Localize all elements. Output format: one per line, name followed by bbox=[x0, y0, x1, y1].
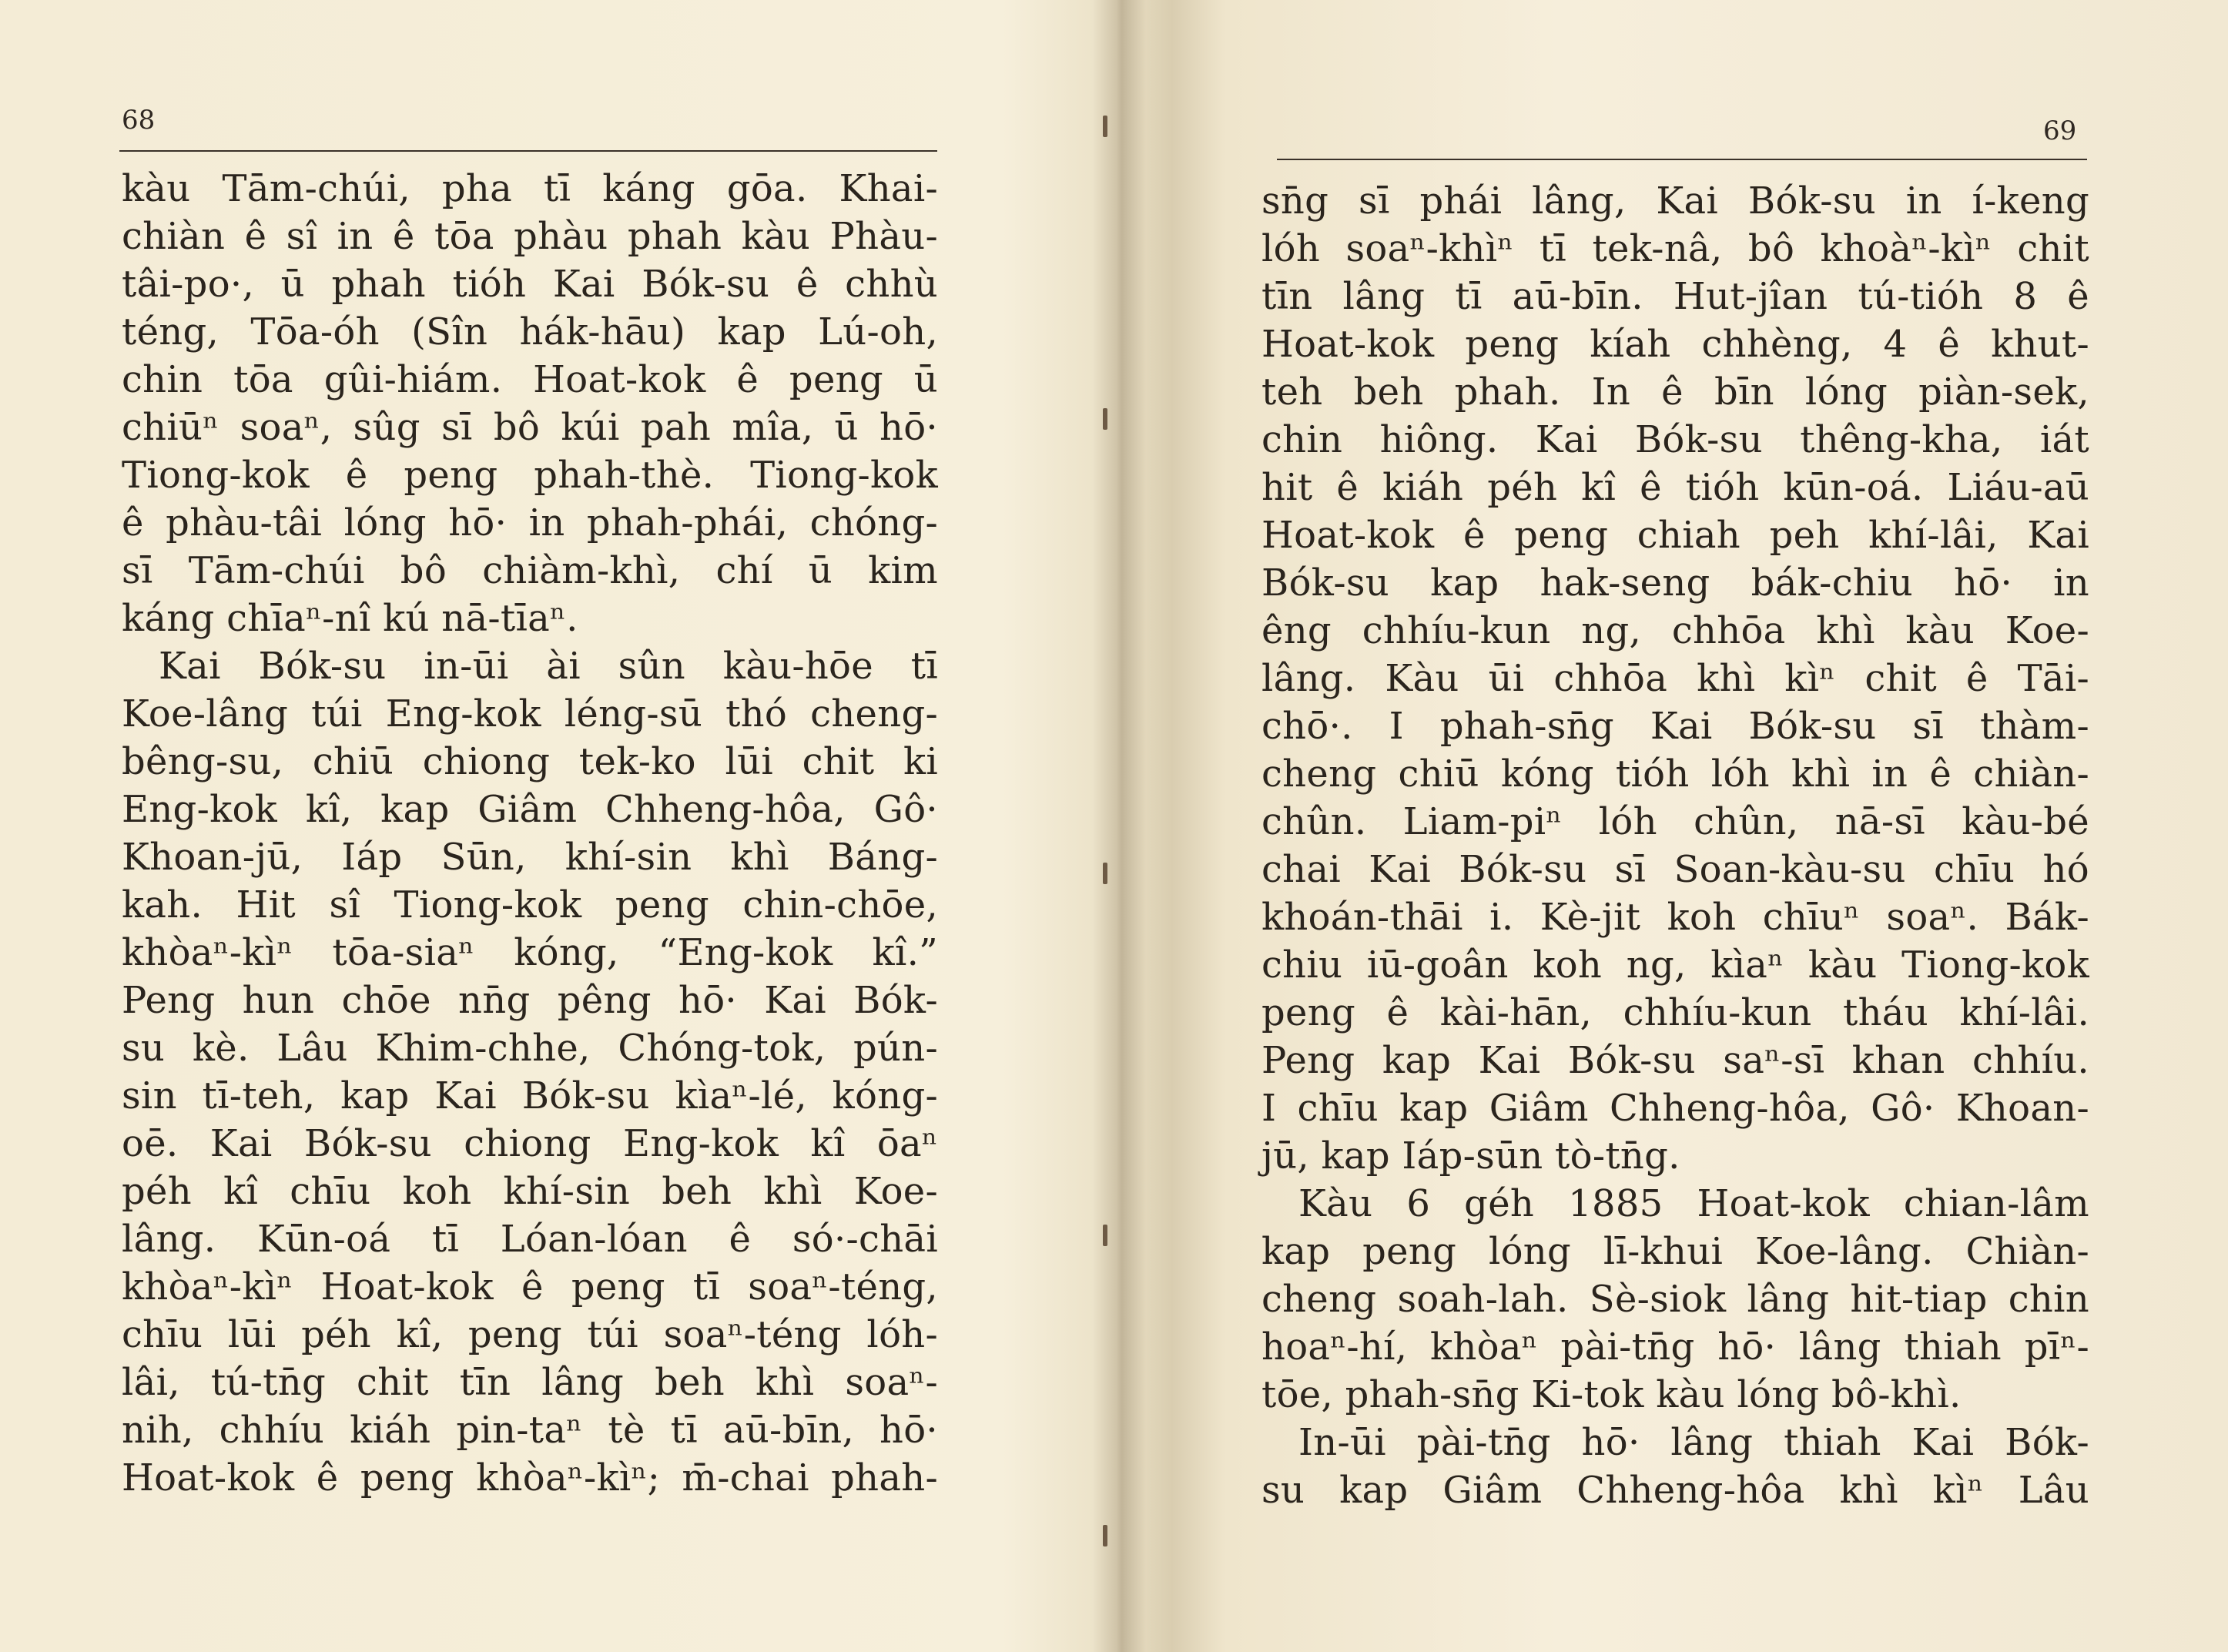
text-line: téng, Tōa-óh (Sîn hák-hāu) kap Lú-oh, bbox=[122, 310, 938, 354]
text-line: oē. Kai Bók-su chiong Eng-kok kî ōaⁿ bbox=[122, 1122, 938, 1165]
text-line: chō·. I phah-sn̄g Kai Bók-su sī thàm- bbox=[1261, 705, 2089, 748]
text-line: lâi, tú-tn̄g chit tīn lâng beh khì soaⁿ- bbox=[122, 1361, 938, 1404]
text-line: péh kî chīu koh khí-sin beh khì Koe- bbox=[122, 1170, 938, 1213]
text-line: êng chhíu-kun ng, chhōa khì kàu Koe- bbox=[1261, 609, 2089, 652]
text-line: chiàn ê sî in ê tōa phàu phah kàu Phàu- bbox=[122, 215, 938, 258]
text-line: Tiong-kok ê peng phah-thè. Tiong-kok bbox=[122, 454, 938, 497]
text-line: chiu iū-goân koh ng, kìaⁿ kàu Tiong-kok bbox=[1261, 943, 2089, 987]
text-line: lâng. Kūn-oá tī Lóan-lóan ê só·-chāi bbox=[122, 1218, 938, 1261]
text-line: I chīu kap Giâm Chheng-hôa, Gô· Khoan- bbox=[1261, 1087, 2089, 1130]
text-line: ê phàu-tâi lóng hō· in phah-phái, chóng- bbox=[122, 501, 938, 545]
text-line: chiūⁿ soaⁿ, sûg sī bô kúi pah mîa, ū hō· bbox=[122, 406, 938, 449]
text-line: su kap Giâm Chheng-hôa khì kìⁿ Lâu bbox=[1261, 1469, 2089, 1512]
text-line: kah. Hit sî Tiong-kok peng chin-chōe, bbox=[122, 883, 938, 927]
text-line: chûn. Liam-piⁿ lóh chûn, nā-sī kàu-bé bbox=[1261, 800, 2089, 843]
right-page bbox=[1146, 0, 2228, 1652]
text-line: tâi-po·, ū phah tióh Kai Bók-su ê chhù bbox=[122, 263, 938, 306]
text-line: Eng-kok kî, kap Giâm Chheng-hôa, Gô· bbox=[122, 788, 938, 831]
text-line: Kai Bók-su in-ūi ài sûn kàu-hōe tī bbox=[159, 645, 938, 688]
page-number: 69 bbox=[2043, 116, 2077, 146]
text-line: Khoan-jū, Iáp Sūn, khí-sin khì Báng- bbox=[122, 836, 938, 879]
text-line: Peng kap Kai Bók-su saⁿ-sī khan chhíu. bbox=[1261, 1039, 2089, 1082]
text-line: káng chīaⁿ-nî kú nā-tīaⁿ. bbox=[122, 597, 578, 640]
text-line: khoán-thāi i. Kè-jit koh chīuⁿ soaⁿ. Bák- bbox=[1261, 896, 2089, 939]
page-text bbox=[1261, 177, 2089, 1514]
text-line: nih, chhíu kiáh pin-taⁿ tè tī aū-bīn, hō· bbox=[122, 1409, 938, 1452]
text-line: peng ê kài-hān, chhíu-kun tháu khí-lâi. bbox=[1261, 991, 2089, 1034]
text-line: Peng hun chōe nn̄g pêng hō· Kai Bók- bbox=[122, 979, 938, 1022]
text-line: sī Tām-chúi bô chiàm-khì, chí ū kim bbox=[122, 549, 938, 592]
text-line: lóh soaⁿ-khìⁿ tī tek-nâ, bô khoàⁿ-kìⁿ chit bbox=[1261, 227, 2089, 270]
text-line: khòaⁿ-kìⁿ Hoat-kok ê peng tī soaⁿ-téng, bbox=[122, 1265, 938, 1309]
text-line: Bók-su kap hak-seng bák-chiu hō· in bbox=[1261, 561, 2089, 605]
text-line: chin hiông. Kai Bók-su thêng-kha, iát bbox=[1261, 418, 2089, 461]
text-line: In-ūi pài-tn̄g hō· lâng thiah Kai Bók- bbox=[1298, 1421, 2089, 1464]
text-line: tīn lâng tī aū-bīn. Hut-jîan tú-tióh 8 ê bbox=[1261, 275, 2089, 318]
page-number: 68 bbox=[122, 105, 156, 136]
text-line: su kè. Lâu Khim-chhe, Chóng-tok, pún- bbox=[122, 1027, 938, 1070]
text-line: lâng. Kàu ūi chhōa khì kìⁿ chit ê Tāi- bbox=[1261, 657, 2089, 700]
text-line: jū, kap Iáp-sūn tò-tn̄g. bbox=[1261, 1134, 1680, 1178]
text-line: Hoat-kok ê peng khòaⁿ-kìⁿ; m̄-chai phah- bbox=[122, 1456, 938, 1500]
text-line: kap peng lóng lī-khui Koe-lâng. Chiàn- bbox=[1261, 1230, 2089, 1273]
text-line: cheng soah-lah. Sè-siok lâng hit-tiap chin bbox=[1261, 1278, 2089, 1321]
book-gutter bbox=[1092, 0, 1146, 1652]
text-line: Hoat-kok peng kíah chhèng, 4 ê khut- bbox=[1261, 323, 2089, 366]
left-page bbox=[0, 0, 1092, 1652]
text-line: teh beh phah. In ê bīn lóng piàn-sek, bbox=[1261, 370, 2089, 414]
page-text bbox=[122, 165, 938, 1502]
text-line: hit ê kiáh péh kî ê tióh kūn-oá. Liáu-aū bbox=[1261, 466, 2089, 509]
text-line: Koe-lâng túi Eng-kok léng-sū thó cheng- bbox=[122, 692, 938, 736]
text-line: sn̄g sī phái lâng, Kai Bók-su in í-keng bbox=[1261, 179, 2089, 223]
text-line: chīu lūi péh kî, peng túi soaⁿ-téng lóh- bbox=[122, 1313, 938, 1356]
text-line: chai Kai Bók-su sī Soan-kàu-su chīu hó bbox=[1261, 848, 2089, 891]
text-line: Kàu 6 géh 1885 Hoat-kok chian-lâm bbox=[1298, 1182, 2089, 1225]
binding-stitch bbox=[1103, 1225, 1107, 1246]
binding-stitch bbox=[1103, 408, 1107, 430]
text-line: khòaⁿ-kìⁿ tōa-siaⁿ kóng, “Eng-kok kî.” bbox=[122, 931, 938, 974]
text-line: kàu Tām-chúi, pha tī káng gōa. Khai- bbox=[122, 167, 938, 210]
text-line: chin tōa gûi-hiám. Hoat-kok ê peng ū bbox=[122, 358, 938, 401]
text-line: bêng-su, chiū chiong tek-ko lūi chit ki bbox=[122, 740, 938, 783]
text-line: hoaⁿ-hí, khòaⁿ pài-tn̄g hō· lâng thiah pīⁿ- bbox=[1261, 1325, 2089, 1369]
header-rule bbox=[119, 150, 937, 152]
text-line: sin tī-teh, kap Kai Bók-su kìaⁿ-lé, kóng- bbox=[122, 1074, 938, 1118]
binding-stitch bbox=[1103, 863, 1107, 884]
text-line: Hoat-kok ê peng chiah peh khí-lâi, Kai bbox=[1261, 514, 2089, 557]
binding-stitch bbox=[1103, 116, 1107, 137]
header-rule bbox=[1277, 159, 2087, 160]
binding-stitch bbox=[1103, 1525, 1107, 1546]
text-line: tōe, phah-sn̄g Ki-tok kàu lóng bô-khì. bbox=[1261, 1373, 1962, 1416]
text-line: cheng chiū kóng tióh lóh khì in ê chiàn- bbox=[1261, 752, 2089, 796]
